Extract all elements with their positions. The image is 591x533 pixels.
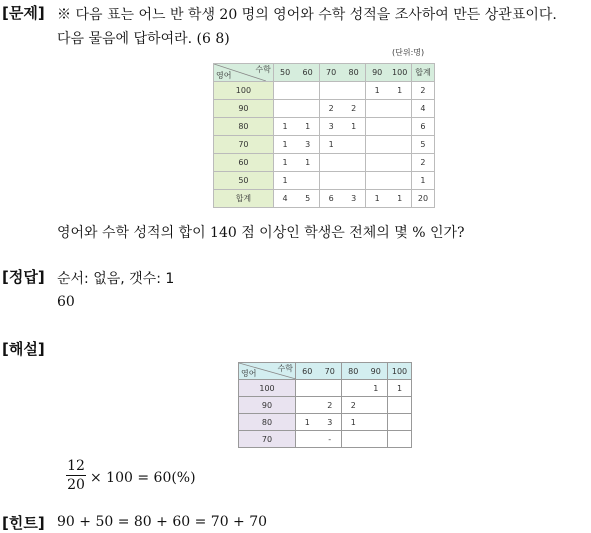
table-row bbox=[239, 397, 412, 414]
row-header: 90 bbox=[214, 100, 274, 118]
table-cell: 1 bbox=[365, 190, 388, 208]
table-cell bbox=[319, 380, 342, 397]
table-cell-total: 1 bbox=[411, 172, 434, 190]
table-row bbox=[214, 82, 435, 100]
table-cell bbox=[273, 100, 296, 118]
row-header: 100 bbox=[239, 380, 296, 397]
table-cell bbox=[296, 82, 319, 100]
table-cell bbox=[388, 397, 412, 414]
table-cell: 4 bbox=[273, 190, 296, 208]
problem-label: [문제] bbox=[2, 4, 45, 22]
table-cell bbox=[319, 82, 342, 100]
solution-corner-cell bbox=[239, 363, 296, 380]
hint-text: 90 + 50 = 80 + 60 = 70 + 70 bbox=[57, 514, 268, 530]
table-cell: 1 bbox=[388, 380, 412, 397]
table-row bbox=[214, 118, 435, 136]
table-cell bbox=[296, 431, 319, 448]
table-cell bbox=[342, 172, 365, 190]
table-cell bbox=[342, 154, 365, 172]
table-cell: 6 bbox=[319, 190, 342, 208]
col-header: 70 bbox=[319, 64, 342, 82]
table-cell-total: 4 bbox=[411, 100, 434, 118]
table-cell: 2 bbox=[342, 397, 365, 414]
table-cell bbox=[388, 431, 412, 448]
solution-label: [해설] bbox=[2, 340, 45, 358]
col-header: 80 bbox=[342, 64, 365, 82]
formula-rest: × 100 = 60(%) bbox=[90, 470, 196, 486]
table-cell: 1 bbox=[365, 82, 388, 100]
table-cell: 1 bbox=[273, 154, 296, 172]
table-cell: 1 bbox=[296, 154, 319, 172]
table-cell: 1 bbox=[296, 414, 319, 431]
hint-label: [힌트] bbox=[2, 514, 45, 532]
table-row bbox=[214, 100, 435, 118]
fraction-denominator: 20 bbox=[67, 477, 85, 493]
table-cell-total: 20 bbox=[411, 190, 434, 208]
table-cell bbox=[342, 431, 365, 448]
table-cell bbox=[365, 154, 388, 172]
corner-top-label: 수학 bbox=[277, 364, 293, 373]
col-header: 60 bbox=[296, 363, 319, 380]
fraction-bar bbox=[66, 475, 86, 476]
table-cell: 2 bbox=[319, 100, 342, 118]
row-header: 90 bbox=[239, 397, 296, 414]
table-cell: 1 bbox=[273, 136, 296, 154]
table-cell: 2 bbox=[319, 397, 342, 414]
col-header: 60 bbox=[296, 64, 319, 82]
col-header: 100 bbox=[388, 64, 411, 82]
table-cell bbox=[296, 100, 319, 118]
solution-table-header-row bbox=[239, 363, 412, 380]
answer-meta: 순서: 없음, 갯수: 1 bbox=[57, 271, 175, 287]
table-cell: 3 bbox=[296, 136, 319, 154]
table-cell: 1 bbox=[296, 118, 319, 136]
table-cell bbox=[296, 172, 319, 190]
table-cell: 1 bbox=[365, 380, 388, 397]
table-cell bbox=[319, 172, 342, 190]
table-header-row bbox=[214, 64, 435, 82]
col-header: 90 bbox=[365, 64, 388, 82]
corner-bottom-label: 영어 bbox=[241, 369, 257, 378]
table-cell bbox=[388, 118, 411, 136]
row-header: 100 bbox=[214, 82, 274, 100]
corner-top-label: 수학 bbox=[255, 65, 271, 74]
table-row bbox=[239, 414, 412, 431]
correlation-table bbox=[213, 63, 435, 208]
table-cell: 3 bbox=[319, 414, 342, 431]
row-header: 60 bbox=[214, 154, 274, 172]
row-header: 70 bbox=[214, 136, 274, 154]
table-row bbox=[239, 431, 412, 448]
table-cell-total: 2 bbox=[411, 82, 434, 100]
col-header: 90 bbox=[365, 363, 388, 380]
problem-line-1: ※ 다음 표는 어느 반 학생 20 명의 영어와 수학 성적을 조사하여 만든 상관표이다. bbox=[57, 7, 557, 23]
table-total-row bbox=[214, 190, 435, 208]
answer-label: [정답] bbox=[2, 268, 45, 286]
fraction-numerator: 12 bbox=[67, 458, 85, 474]
table-cell: 1 bbox=[342, 414, 365, 431]
table-cell: 2 bbox=[342, 100, 365, 118]
fraction bbox=[66, 458, 86, 493]
table-cell: 1 bbox=[388, 82, 411, 100]
table-row bbox=[239, 380, 412, 397]
table-cell-total: 5 bbox=[411, 136, 434, 154]
table-cell bbox=[388, 172, 411, 190]
table-cell bbox=[342, 380, 365, 397]
col-header: 100 bbox=[388, 363, 412, 380]
table-cell bbox=[365, 397, 388, 414]
table-row bbox=[214, 172, 435, 190]
row-header: 80 bbox=[239, 414, 296, 431]
table-cell bbox=[319, 154, 342, 172]
answer-value: 60 bbox=[57, 294, 75, 310]
table-cell bbox=[388, 154, 411, 172]
table-cell bbox=[296, 380, 319, 397]
corner-bottom-label: 영어 bbox=[216, 71, 232, 80]
table-row bbox=[214, 154, 435, 172]
table-cell bbox=[342, 136, 365, 154]
table-cell bbox=[388, 136, 411, 154]
row-header-total: 합계 bbox=[214, 190, 274, 208]
table-cell bbox=[273, 82, 296, 100]
col-header: 70 bbox=[319, 363, 342, 380]
row-header: 80 bbox=[214, 118, 274, 136]
col-header: 80 bbox=[342, 363, 365, 380]
problem-line-2: 다음 물음에 답하여라. (6 8) bbox=[57, 31, 230, 47]
table-cell: - bbox=[319, 431, 342, 448]
col-header-total: 합계 bbox=[411, 64, 434, 82]
table-cell bbox=[365, 172, 388, 190]
table-cell: 1 bbox=[273, 118, 296, 136]
table-cell: 1 bbox=[319, 136, 342, 154]
table-cell: 3 bbox=[342, 190, 365, 208]
table-unit-label: (단위:명) bbox=[392, 48, 425, 57]
table-cell bbox=[365, 118, 388, 136]
table-cell bbox=[296, 397, 319, 414]
table-cell bbox=[365, 100, 388, 118]
col-header: 50 bbox=[273, 64, 296, 82]
table-cell bbox=[388, 100, 411, 118]
table-cell: 1 bbox=[273, 172, 296, 190]
solution-table bbox=[238, 362, 412, 448]
table-cell: 1 bbox=[388, 190, 411, 208]
row-header: 50 bbox=[214, 172, 274, 190]
table-cell-total: 2 bbox=[411, 154, 434, 172]
table-cell bbox=[342, 82, 365, 100]
table-cell: 5 bbox=[296, 190, 319, 208]
table-cell bbox=[365, 414, 388, 431]
row-header: 70 bbox=[239, 431, 296, 448]
table-corner-cell bbox=[214, 64, 274, 82]
table-row bbox=[214, 136, 435, 154]
table-cell bbox=[388, 414, 412, 431]
table-cell bbox=[365, 136, 388, 154]
table-cell: 1 bbox=[342, 118, 365, 136]
problem-question: 영어와 수학 성적의 합이 140 점 이상인 학생은 전체의 몇 % 인가? bbox=[57, 225, 465, 241]
table-cell: 3 bbox=[319, 118, 342, 136]
table-cell bbox=[365, 431, 388, 448]
table-cell-total: 6 bbox=[411, 118, 434, 136]
